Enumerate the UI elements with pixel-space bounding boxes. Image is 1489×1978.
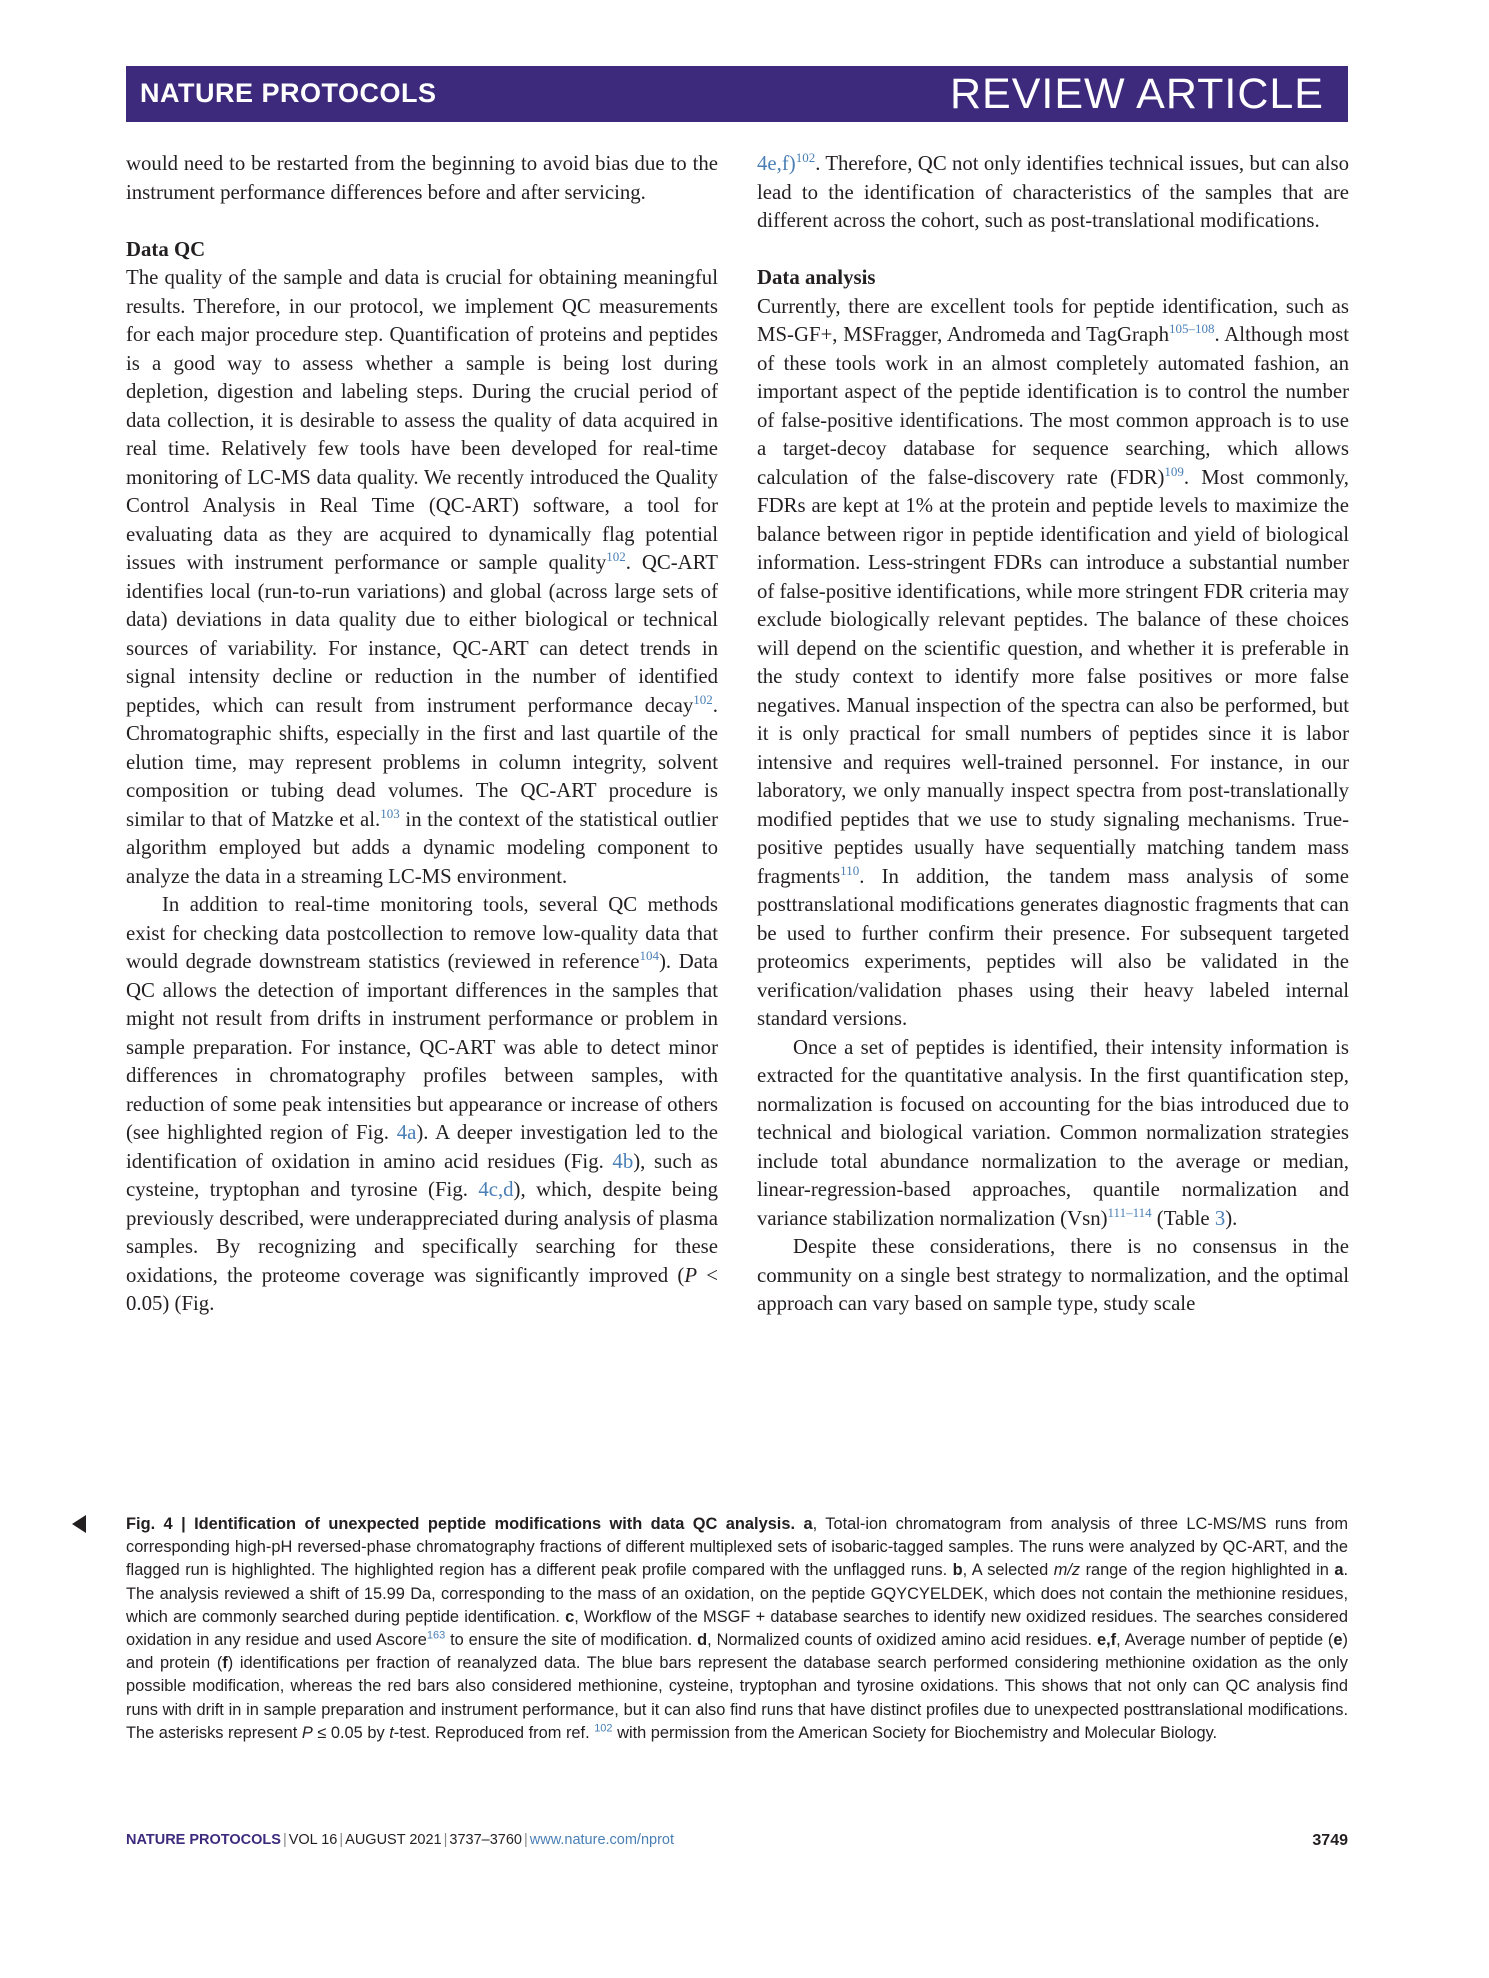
right-column — [757, 150, 1349, 1319]
figure-caption: Fig. 4 | Identification of unexpected peptide modifications with data QC analysis. a, Total-ion chromatogram from analysis of three LC-MS/MS runs from corresponding high-pH reversed-phase chromatography fractions of different multiplexed sets of isobaric-tagged samples. The runs were analyzed by QC-ART, and the flagged run is highlighted. The highlighted region has a different peak profile compared with the unflagged runs. b, A selected m/z range of the region highlighted in a. The analysis reviewed a shift of 15.99 Da, corresponding to the mass of an oxidation, on the peptide GQYCYELDEK, which does not contain the methionine residues, which are commonly searched during peptide identification. c, Workflow of the MSGF + database searches to identify new oxidized residues. The searches considered oxidation in any residue and used Ascore$^{163}$ to ensure the site of modification. d, Normalized counts of oxidized amino acid residues. e,f, Average number of peptide (e) and protein (f) identifications per fraction of reanalyzed data. The blue bars represent the database search performed considering methionine oxidation as the only possible modification, whereas the red bars also considered methionine, cysteine, tryptophan and tyrosine oxidations. This shows that not only can QC analysis find runs with drift in in sample preparation and instrument performance, but it can also find runs that have distinct profiles due to unexpected posttranslational modifications. The asterisks represent P ≤ 0.05 by t-test. Reproduced from ref. $^{102}$ with permission from the American Society for Biochemistry and Molecular Biology. — [126, 1513, 1348, 1745]
paragraph: The quality of the sample and data is crucial for obtaining meaningful results. Therefore, in our protocol, we implement QC measurements for each major procedure step. Quantification of proteins and peptides is a good way to assess whether a sample is being lost during depletion, digestion and labeling steps. During the crucial period of data collection, it is desirable to assess the quality of data acquired in real time. Relatively few tools have been developed for real-time monitoring of LC-MS data quality. We recently introduced the Quality Control Analysis in Real Time (QC-ART) software, a tool for evaluating data as they are acquired to dynamically flag potential issues with instrument performance or sample quality$^{102}$. QC-ART identifies local (run-to-run variations) and global (across large sets of data) deviations in data quality due to either biological or technical sources of variability. For instance, QC-ART can detect trends in signal intensity decline or reduction in the number of identified peptides, which can result from instrument performance decay$^{102}$. Chromatographic shifts, especially in the first and last quartile of the elution time, may represent problems in column integrity, solvent composition or tubing dead volumes. The QC-ART procedure is similar to that of Matzke et al.$^{103}$ in the context of the statistical outlier algorithm employed but adds a dynamic modeling component to analyze the data in a streaming LC-MS environment. — [126, 266, 719, 888]
page-header — [126, 66, 1348, 122]
paragraph: Currently, there are excellent tools for peptide identification, such as MS-GF+, MSFragger, Andromeda and TagGraph$^{105-108}$. Although most of these tools work in an almost completely automated fashion, an important aspect of the peptide identification is to control the number of false-positive identifications. The most common approach is to use a target-decoy database for sequence searching, which allows calculation of the false-discovery rate (FDR)$^{109}$. Most commonly, FDRs are kept at 1% at the protein and peptide levels to maximize the balance between rigor in peptide identification and yield of biological information. Less-stringent FDRs can introduce a substantial number of false-positive identifications, while more stringent FDR criteria may exclude biologically relevant peptides. The balance of these choices will depend on the scientific question, and whether it is preferable in the study context to identify more false positives or more false negatives. Manual inspection of the spectra can also be performed, but it is only practical for small numbers of peptides since it is labor intensive and requires well-trained personnel. For instance, in our laboratory, we only manually inspect spectra from post-translationally modified peptides that we use to study signaling mechanisms. True-positive peptides usually have sequentially matching tandem mass fragments$^{110}$. In addition, the tandem mass analysis of some posttranslational modifications generates diagnostic fragments that can be used to further confirm their presence. For subsequent targeted proteomics experiments, peptides will also be validated in the verification/validation phases using their heavy labeled internal standard versions. — [757, 294, 1349, 1030]
citation-link[interactable]: 102 — [795, 150, 816, 166]
page-number: 3749 — [1312, 1832, 1348, 1849]
citation-link[interactable]: 111–114 — [1107, 1204, 1152, 1220]
citation-link[interactable]: 163 — [426, 1629, 446, 1642]
article-type: REVIEW ARTICLE — [949, 70, 1324, 118]
figure-link[interactable]: 4b — [612, 1149, 634, 1173]
citation-link[interactable]: 102 — [606, 549, 626, 565]
caption-title: Fig. 4 | Identification of unexpected peptide modifications with data QC analysis. — [126, 1515, 796, 1533]
citation-link[interactable]: 105–108 — [1169, 321, 1215, 337]
page-footer: NATURE PROTOCOLS | VOL 16 | AUGUST 2021 | 3737–3760 | www.nature.com/nprot 3749 — [126, 1832, 1348, 1849]
citation-link[interactable]: 104 — [639, 948, 659, 964]
section-heading-data-analysis: Data analysis — [757, 266, 876, 289]
citation-link[interactable]: 109 — [1164, 463, 1184, 479]
paragraph: In addition to real-time monitoring tools, several QC methods exist for checking data postcollection to remove low-quality data that would degrade downstream statistics (reviewed in reference$^{104}$). Data QC allows the detection of important differences in the samples that might not result from drifts in instrument performance or problem in sample preparation. For instance, QC-ART was able to detect minor differences in chromatography profiles between samples, with reduction of some peak intensities but appearance or increase of others (see highlighted region of Fig. 4a). A deeper investigation led to the identification of oxidation in amino acid residues (Fig. 4b), such as cysteine, tryptophan and tyrosine (Fig. 4c,d), which, despite being previously described, were underappreciated during analysis of plasma samples. By recognizing and specifically searching for these oxidations, the proteome coverage was significantly improved (P < 0.05) (Fig. — [126, 893, 719, 1315]
footer-volume: VOL 16 — [288, 1832, 338, 1848]
section-heading-data-qc: Data QC — [126, 237, 206, 261]
left-column — [126, 150, 718, 1319]
paragraph: Despite these considerations, there is no consensus in the community on a single best strategy to normalization, and the optimal approach can vary based on sample type, study scale — [757, 1235, 1349, 1315]
figure-link[interactable]: 4a — [396, 1121, 417, 1144]
journal-name: NATURE PROTOCOLS — [140, 78, 437, 108]
paragraph: Once a set of peptides is identified, their intensity information is extracted for the quantitative analysis. In the first quantification step, normalization is focused on accounting for the bias introduced due to technical and biological variation. Common normalization strategies include total abundance normalization to the average or median, linear-regression-based approaches, quantile normalization and variance stabilization normalization (Vsn)$^{111-114}$ (Table 3). — [757, 1035, 1349, 1230]
triangle-left-icon — [72, 1515, 86, 1533]
citation-link[interactable]: 102 — [693, 691, 713, 707]
footer-url-link[interactable]: www.nature.com/nprot — [529, 1832, 675, 1848]
figure-link[interactable]: 4c,d — [478, 1178, 514, 1201]
citation-link[interactable]: 110 — [840, 862, 860, 878]
footer-date: AUGUST 2021 — [345, 1832, 442, 1848]
footer-journal: NATURE PROTOCOLS — [126, 1832, 281, 1848]
table-link[interactable]: 3 — [1214, 1206, 1226, 1230]
footer-pages: 3737–3760 — [449, 1832, 522, 1848]
citation-link[interactable]: 103 — [380, 805, 400, 821]
paragraph: 4e,f)$^{102}$. Therefore, QC not only identifies technical issues, but can also lead to the identification of characteristics of the samples that are different across the cohort, such as post-translational modifications. — [757, 150, 1349, 232]
paragraph: would need to be restarted from the beginning to avoid bias due to the instrument performance differences before and after servicing. — [126, 152, 718, 204]
figure-link[interactable]: 4e,f) — [757, 152, 796, 175]
citation-link[interactable]: 102 — [594, 1722, 613, 1735]
